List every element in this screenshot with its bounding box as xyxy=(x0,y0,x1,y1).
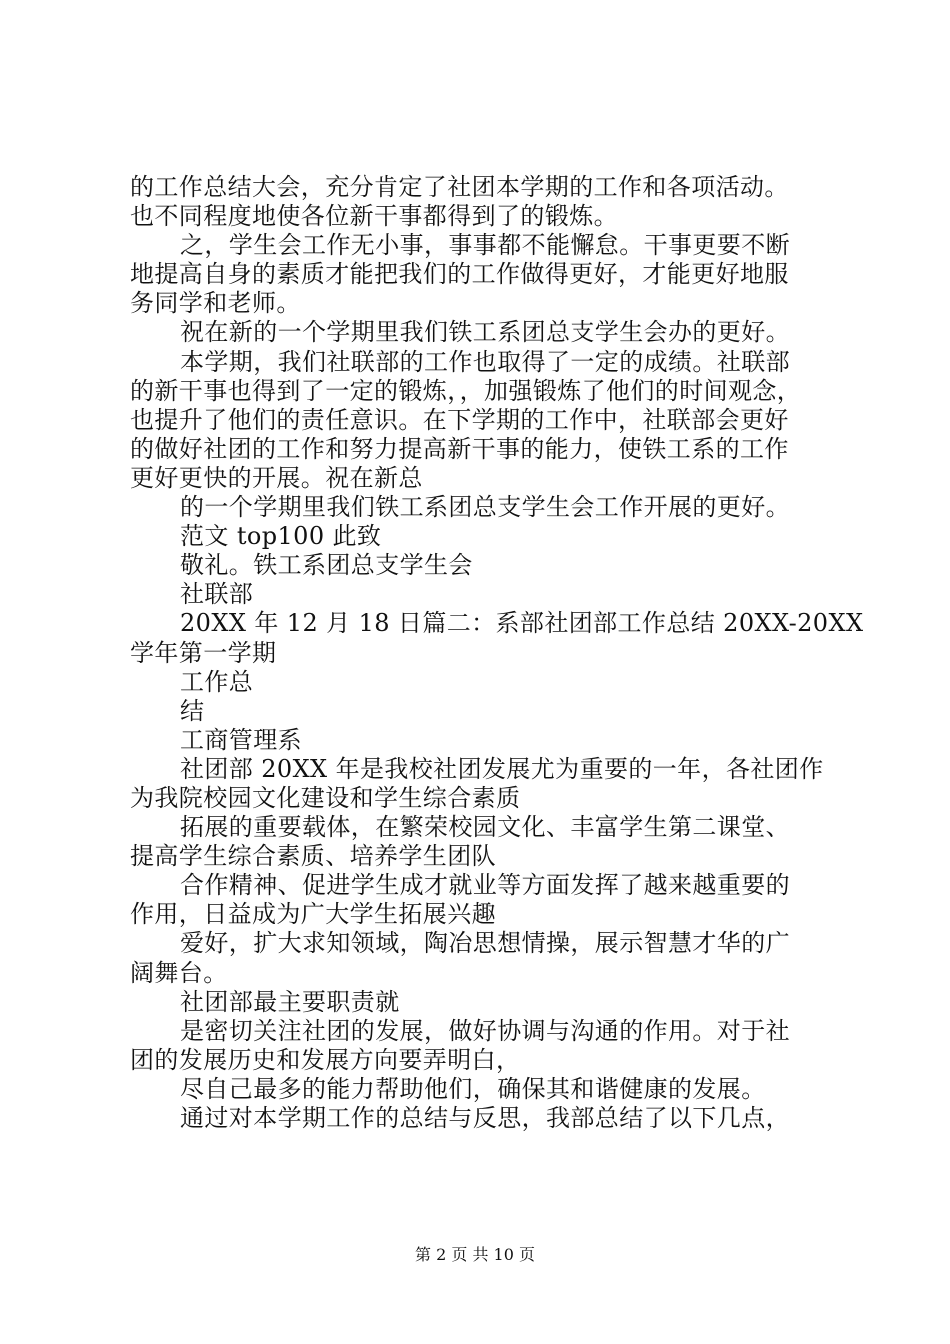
text-line: 提高学生综合素质、培养学生团队 xyxy=(130,842,496,871)
text-line: 团的发展历史和发展方向要弄明白， xyxy=(130,1045,521,1074)
text-line: 也提升了他们的责任意识。在下学期的工作中，社联部会更好 xyxy=(130,405,789,434)
text-line: 20XX 年 12 月 18 日篇二：系部社团部工作总结 20XX-20XX xyxy=(180,609,864,638)
text-line: 结 xyxy=(180,696,205,725)
page-footer: 第 2 页 共 10 页 xyxy=(415,1245,535,1264)
text-line: 为我院校园文化建设和学生综合素质 xyxy=(130,783,521,812)
text-line: 是密切关注社团的发展，做好协调与沟通的作用。对于社 xyxy=(180,1016,790,1045)
text-line: 通过对本学期工作的总结与反思，我部总结了以下几点， xyxy=(180,1104,790,1132)
text-line: 工商管理系 xyxy=(180,725,302,754)
text-line: 的做好社团的工作和努力提高新干事的能力，使铁工系的工作 xyxy=(130,434,789,463)
text-line: 工作总 xyxy=(180,667,254,696)
text-line: 社团部最主要职责就 xyxy=(180,987,400,1016)
text-line: 也不同程度地使各位新干事都得到了的锻炼。 xyxy=(130,202,618,231)
text-line: 拓展的重要载体，在繁荣校园文化、丰富学生第二课堂、 xyxy=(180,813,790,842)
text-line: 更好更快的开展。祝在新总 xyxy=(130,463,423,492)
text-line: 敬礼。铁工系团总支学生会 xyxy=(180,551,473,580)
text-line: 地提高自身的素质才能把我们的工作做得更好，才能更好地服 xyxy=(130,260,789,289)
text-line: 爱好，扩大求知领域，陶冶思想情操，展示智慧才华的广 xyxy=(180,929,790,958)
text-line: 的工作总结大会，充分肯定了社团本学期的工作和各项活动。 xyxy=(130,173,789,201)
text-line: 学年第一学期 xyxy=(130,638,277,667)
text-line: 社团部 20XX 年是我校社团发展尤为重要的一年，各社团作 xyxy=(180,754,824,783)
text-line: 作用，日益成为广大学生拓展兴趣 xyxy=(130,900,496,929)
text-line: 的新干事也得到了一定的锻炼，，加强锻炼了他们的时间观念， xyxy=(130,376,802,405)
text-line: 本学期，我们社联部的工作也取得了一定的成绩。社联部 xyxy=(180,347,790,376)
text-line: 合作精神、促进学生成才就业等方面发挥了越来越重要的 xyxy=(180,871,790,900)
text-line: 祝在新的一个学期里我们铁工系团总支学生会办的更好。 xyxy=(180,318,790,347)
text-line: 社联部 xyxy=(180,580,254,609)
document-body xyxy=(130,173,864,1133)
text-line: 阔舞台。 xyxy=(130,958,228,987)
text-line: 范文 top100 此致 xyxy=(180,522,382,551)
text-line: 之，学生会工作无小事，事事都不能懈怠。干事更要不断 xyxy=(180,231,790,260)
text-line: 务同学和老师。 xyxy=(130,289,301,318)
text-line: 尽自己最多的能力帮助他们，确保其和谐健康的发展。 xyxy=(180,1074,766,1103)
text-line: 的一个学期里我们铁工系团总支学生会工作开展的更好。 xyxy=(180,493,790,522)
